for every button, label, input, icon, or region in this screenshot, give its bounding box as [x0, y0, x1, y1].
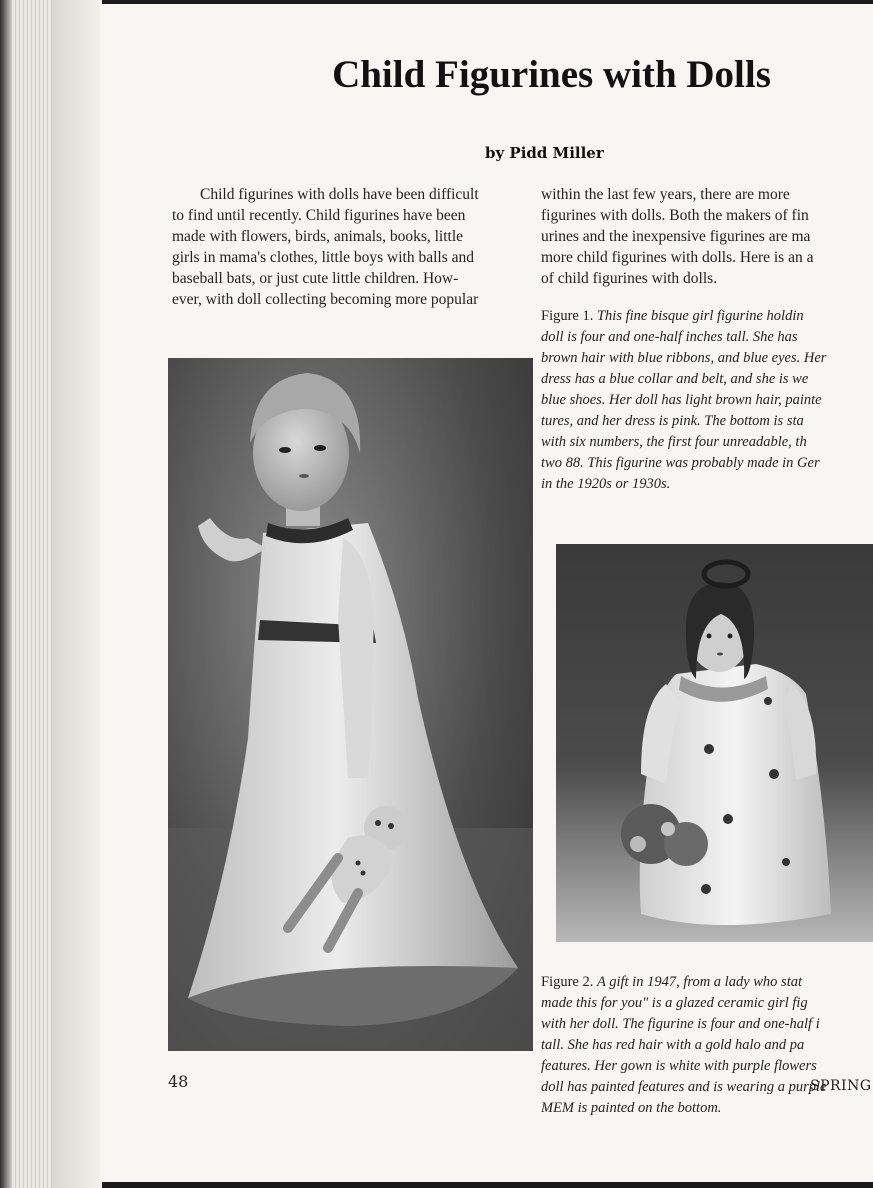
text-line: urines and the inexpensive figurines are ma	[541, 228, 811, 245]
caption-line: made this for you" is a glazed ceramic girl fig	[541, 995, 808, 1011]
caption-text: A gift in 1947, from a lady who stat	[596, 974, 803, 990]
figure-2-caption	[541, 972, 873, 1119]
figure-1-caption	[541, 306, 873, 495]
bisque-girl-figurine-illustration	[168, 358, 533, 1051]
caption-line: with her doll. The figurine is four and one-half i	[541, 1016, 820, 1032]
caption-line: features. Her gown is white with purple flowers	[541, 1058, 817, 1074]
magazine-page	[100, 4, 873, 1182]
left-column-text	[172, 184, 524, 310]
caption-line	[541, 306, 873, 327]
page-stack-edge	[0, 0, 12, 1188]
text-line: girls in mama's clothes, little boys with balls and	[172, 249, 474, 266]
figure-label: Figure 2.	[541, 974, 594, 990]
caption-line: in the 1920s or 1930s.	[541, 476, 671, 492]
text-line: ever, with doll collecting becoming more popular	[172, 291, 479, 308]
page-number: 48	[168, 1072, 189, 1091]
figure-2-photo	[556, 544, 873, 942]
caption-line: doll has painted features and is wearing a purple	[541, 1079, 827, 1095]
caption-line: blue shoes. Her doll has light brown hair, painte	[541, 392, 822, 408]
text-line: more child figurines with dolls. Here is an a	[541, 249, 814, 266]
right-column-text	[541, 184, 873, 289]
caption-line: tall. She has red hair with a gold halo and pa	[541, 1037, 805, 1053]
ceramic-girl-figurine-illustration	[556, 544, 873, 942]
text-line: within the last few years, there are more	[541, 186, 790, 203]
page-gutter	[52, 0, 102, 1188]
text-line: baseball bats, or just cute little children. How-	[172, 270, 459, 287]
caption-line: tures, and her dress is pink. The bottom is sta	[541, 413, 804, 429]
caption-line: brown hair with blue ribbons, and blue eyes. Her	[541, 350, 827, 366]
caption-line	[541, 972, 873, 993]
text-line: to find until recently. Child figurines have been	[172, 207, 466, 224]
page-stack-edges	[12, 0, 52, 1188]
running-footer: SPRING	[810, 1078, 872, 1094]
text-line: figurines with dolls. Both the makers of fin	[541, 207, 809, 224]
figure-1-photo	[168, 358, 533, 1051]
caption-line: with six numbers, the first four unreadable, th	[541, 434, 807, 450]
text-line: of child figurines with dolls.	[541, 270, 718, 287]
article-title: Child Figurines with Dolls	[332, 53, 771, 96]
caption-line: doll is four and one-half inches tall. She has	[541, 329, 798, 345]
text-line: Child figurines with dolls have been difficult	[200, 186, 479, 203]
caption-line: dress has a blue collar and belt, and she is we	[541, 371, 809, 387]
caption-text: This fine bisque girl figurine holdin	[596, 308, 804, 324]
text-line: made with flowers, birds, animals, books, little	[172, 228, 464, 245]
caption-line: MEM is painted on the bottom.	[541, 1100, 722, 1116]
article-byline: by Pidd Miller	[485, 144, 604, 162]
figure-label: Figure 1.	[541, 308, 594, 324]
caption-line: two 88. This figurine was probably made in Ger	[541, 455, 820, 471]
